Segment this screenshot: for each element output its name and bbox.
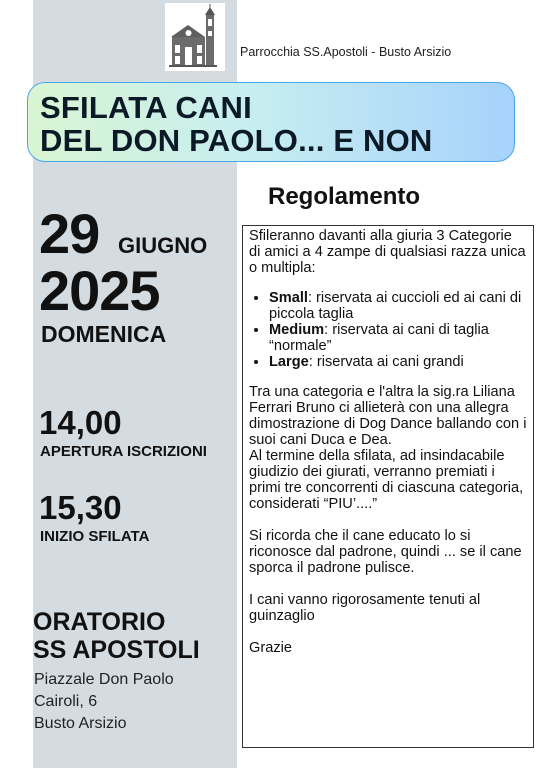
event-day: 29: [39, 202, 100, 265]
category-name: Large: [269, 354, 309, 370]
category-list: [249, 290, 527, 370]
category-small: [269, 290, 527, 322]
rules-box: [242, 225, 534, 748]
venue-address: [34, 669, 174, 735]
rules-owner: Si ricorda che il cane educato lo si riconosce dal padrone, quindi ... se il cane sporca il padrone pulisce.: [249, 528, 522, 576]
event-month: GIUGNO: [118, 233, 208, 258]
event-year: 2025: [39, 259, 160, 322]
parish-logo: [165, 3, 225, 71]
parade-label: INIZIO SFILATA: [40, 528, 150, 545]
address-line1: Piazzale Don Paolo: [34, 671, 174, 688]
banner-title-line2: DEL DON PAOLO... E NON: [40, 123, 433, 158]
registration-label: APERTURA ISCRIZIONI: [40, 443, 207, 460]
category-medium: [269, 322, 527, 354]
category-name: Small: [269, 290, 308, 306]
rules-title: Regolamento: [268, 183, 421, 210]
church-icon: [165, 3, 225, 71]
registration-time: 14,00: [39, 404, 122, 441]
parade-time: 15,30: [39, 489, 122, 526]
venue-line2: SS APOSTOLI: [33, 636, 200, 664]
banner-title-line1: SFILATA CANI: [40, 90, 252, 125]
parish-name: Parrocchia SS.Apostoli - Busto Arsizio: [240, 45, 452, 59]
address-line3: Busto Arsizio: [34, 715, 127, 732]
venue-name: [33, 608, 200, 664]
rules-closing: Grazie: [249, 640, 292, 656]
title-banner: [27, 82, 515, 162]
rules-awards: Al termine della sfilata, ad insindacabile giudizio dei giurati, verranno premiati i primi tre concorrenti di ciascuna categoria, considerati “PIU’....”: [249, 448, 524, 512]
category-name: Medium: [269, 322, 325, 338]
category-large: [269, 354, 527, 370]
category-desc: : riservata ai cuccioli ed ai cani di piccola taglia: [269, 290, 522, 322]
category-desc: : riservata ai cani di taglia “normale”: [269, 322, 489, 354]
address-line2: Cairoli, 6: [34, 693, 98, 710]
rules-leash: I cani vanno rigorosamente tenuti al guinzaglio: [249, 592, 481, 624]
category-desc: : riservata ai cani grandi: [308, 354, 464, 370]
rules-dog-dance: Tra una categoria e l'altra la sig.ra Liliana Ferrari Bruno ci allieterà con una allegra dimostrazione di Dog Dance ballando con i suoi cani Duca e Dea.: [249, 384, 527, 448]
rules-intro: Sfileranno davanti alla giuria 3 Categorie di amici a 4 zampe di qualsiasi razza unica o multipla:: [249, 228, 526, 276]
venue-line1: ORATORIO: [33, 608, 166, 636]
event-weekday: DOMENICA: [41, 321, 167, 347]
